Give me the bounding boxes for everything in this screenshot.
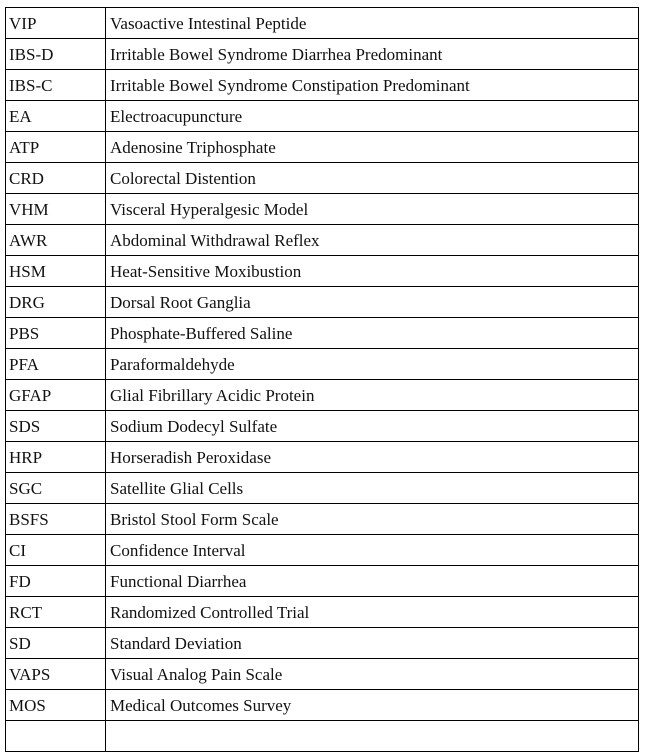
definition-cell: Vasoactive Intestinal Peptide: [106, 8, 639, 39]
definition-cell: Irritable Bowel Syndrome Constipation Predominant: [106, 70, 639, 101]
table-row: [6, 442, 639, 473]
table-row: [6, 256, 639, 287]
abbreviation-cell: RCT: [6, 597, 106, 628]
abbreviation-cell: SGC: [6, 473, 106, 504]
definition-cell: Sodium Dodecyl Sulfate: [106, 411, 639, 442]
abbreviation-cell: SDS: [6, 411, 106, 442]
definition-cell: Visual Analog Pain Scale: [106, 659, 639, 690]
abbreviation-cell: CRD: [6, 163, 106, 194]
table-row: [6, 194, 639, 225]
abbreviation-cell: ATP: [6, 132, 106, 163]
abbreviation-cell: IBS-C: [6, 70, 106, 101]
definition-cell: Confidence Interval: [106, 535, 639, 566]
table-row: [6, 628, 639, 659]
table-row: [6, 380, 639, 411]
abbreviations-table-body: [6, 8, 639, 752]
abbreviation-cell: [6, 721, 106, 752]
table-row: [6, 70, 639, 101]
definition-cell: Heat-Sensitive Moxibustion: [106, 256, 639, 287]
definition-cell: Horseradish Peroxidase: [106, 442, 639, 473]
table-row: [6, 690, 639, 721]
table-row: [6, 411, 639, 442]
definition-cell: Colorectal Distention: [106, 163, 639, 194]
table-row: [6, 318, 639, 349]
definition-cell: Glial Fibrillary Acidic Protein: [106, 380, 639, 411]
abbreviation-cell: PBS: [6, 318, 106, 349]
abbreviation-cell: IBS-D: [6, 39, 106, 70]
definition-cell: Irritable Bowel Syndrome Diarrhea Predominant: [106, 39, 639, 70]
definition-cell: Visceral Hyperalgesic Model: [106, 194, 639, 225]
abbreviation-cell: VAPS: [6, 659, 106, 690]
abbreviation-cell: CI: [6, 535, 106, 566]
definition-cell: Functional Diarrhea: [106, 566, 639, 597]
abbreviation-cell: FD: [6, 566, 106, 597]
table-row: [6, 39, 639, 70]
abbreviation-cell: GFAP: [6, 380, 106, 411]
definition-cell: Dorsal Root Ganglia: [106, 287, 639, 318]
table-row: [6, 659, 639, 690]
abbreviation-cell: VIP: [6, 8, 106, 39]
definition-cell: Standard Deviation: [106, 628, 639, 659]
abbreviation-cell: DRG: [6, 287, 106, 318]
table-row: [6, 473, 639, 504]
abbreviation-cell: VHM: [6, 194, 106, 225]
abbreviation-cell: PFA: [6, 349, 106, 380]
definition-cell: [106, 721, 639, 752]
abbreviation-cell: MOS: [6, 690, 106, 721]
definition-cell: Medical Outcomes Survey: [106, 690, 639, 721]
table-row: [6, 101, 639, 132]
table-row: [6, 597, 639, 628]
abbreviation-cell: HRP: [6, 442, 106, 473]
abbreviation-cell: EA: [6, 101, 106, 132]
table-row: [6, 8, 639, 39]
table-row: [6, 504, 639, 535]
definition-cell: Paraformaldehyde: [106, 349, 639, 380]
abbreviation-cell: HSM: [6, 256, 106, 287]
definition-cell: Adenosine Triphosphate: [106, 132, 639, 163]
table-row: [6, 349, 639, 380]
definition-cell: Phosphate-Buffered Saline: [106, 318, 639, 349]
definition-cell: Randomized Controlled Trial: [106, 597, 639, 628]
table-row: [6, 132, 639, 163]
definition-cell: Abdominal Withdrawal Reflex: [106, 225, 639, 256]
table-row: [6, 225, 639, 256]
definition-cell: Electroacupuncture: [106, 101, 639, 132]
table-row: [6, 287, 639, 318]
table-row: [6, 535, 639, 566]
abbreviation-cell: AWR: [6, 225, 106, 256]
table-row: [6, 566, 639, 597]
abbreviation-cell: BSFS: [6, 504, 106, 535]
abbreviations-table: [5, 7, 639, 752]
definition-cell: Bristol Stool Form Scale: [106, 504, 639, 535]
definition-cell: Satellite Glial Cells: [106, 473, 639, 504]
table-row: [6, 721, 639, 752]
table-row: [6, 163, 639, 194]
abbreviation-cell: SD: [6, 628, 106, 659]
